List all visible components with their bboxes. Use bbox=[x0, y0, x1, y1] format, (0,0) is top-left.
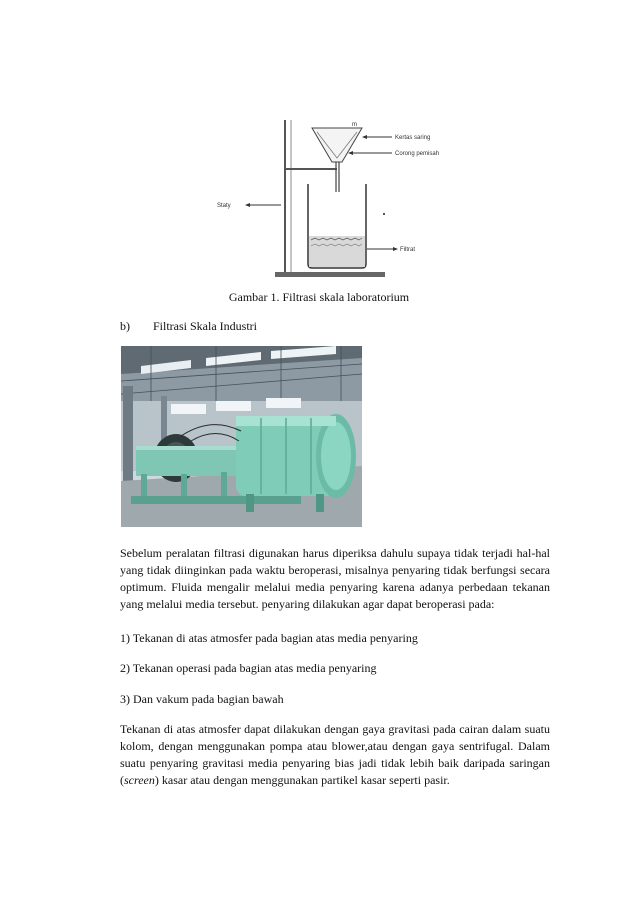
label-kertas-saring: Kertas saring bbox=[395, 135, 431, 141]
section-title: Filtrasi Skala Industri bbox=[153, 319, 257, 333]
paragraph-2 bbox=[120, 721, 550, 789]
list-item: 1) Tekanan di atas atmosfer pada bagian atas media penyaring bbox=[120, 631, 418, 645]
section-number: b) bbox=[120, 319, 130, 333]
label-corong-pemisah: Corong pemisah bbox=[395, 151, 440, 157]
paragraph-1: Sebelum peralatan filtrasi digunakan harus diperiksa dahulu supaya tidak terjadi hal-hal yang tidak diinginkan pada waktu beroperasi, misalnya penyaring tidak berfungsi secara optimum. Fluida mengalir melalui media penyaring karena adanya perbedaan tekanan yang melalui media tersebut. penyaring dilakukan agar dapat beroperasi pada: bbox=[120, 546, 550, 611]
paragraph-2-italic: screen bbox=[124, 773, 155, 787]
label-staty: Staty bbox=[217, 203, 231, 209]
industrial-filter-illustration bbox=[121, 346, 362, 527]
section-heading bbox=[120, 319, 257, 334]
paragraph-2-text-b: ) kasar atau dengan menggunakan partikel kasar seperti pasir. bbox=[154, 773, 450, 787]
label-filtrat: Filtrat bbox=[400, 247, 415, 253]
list-item: 3) Dan vakum pada bagian bawah bbox=[120, 692, 284, 706]
paragraph-2-text-a: Tekanan di atas atmosfer dapat dilakukan dengan gaya gravitasi pada cairan dalam suatu kolom, dengan menggunakan pompa atau blower,atau dengan gaya sentrifugal. Dalam suatu penyaring gravitasi media penyaring bias jadi tidak lebih baik daripada saringan ( bbox=[120, 722, 550, 787]
industrial-filter-photo bbox=[121, 346, 362, 527]
lab-filtration-diagram bbox=[205, 112, 455, 284]
figure-caption: Gambar 1. Filtrasi skala laboratorium bbox=[228, 290, 410, 304]
svg-text:m: m bbox=[352, 122, 357, 128]
list-item: 2) Tekanan operasi pada bagian atas media penyaring bbox=[120, 661, 377, 675]
